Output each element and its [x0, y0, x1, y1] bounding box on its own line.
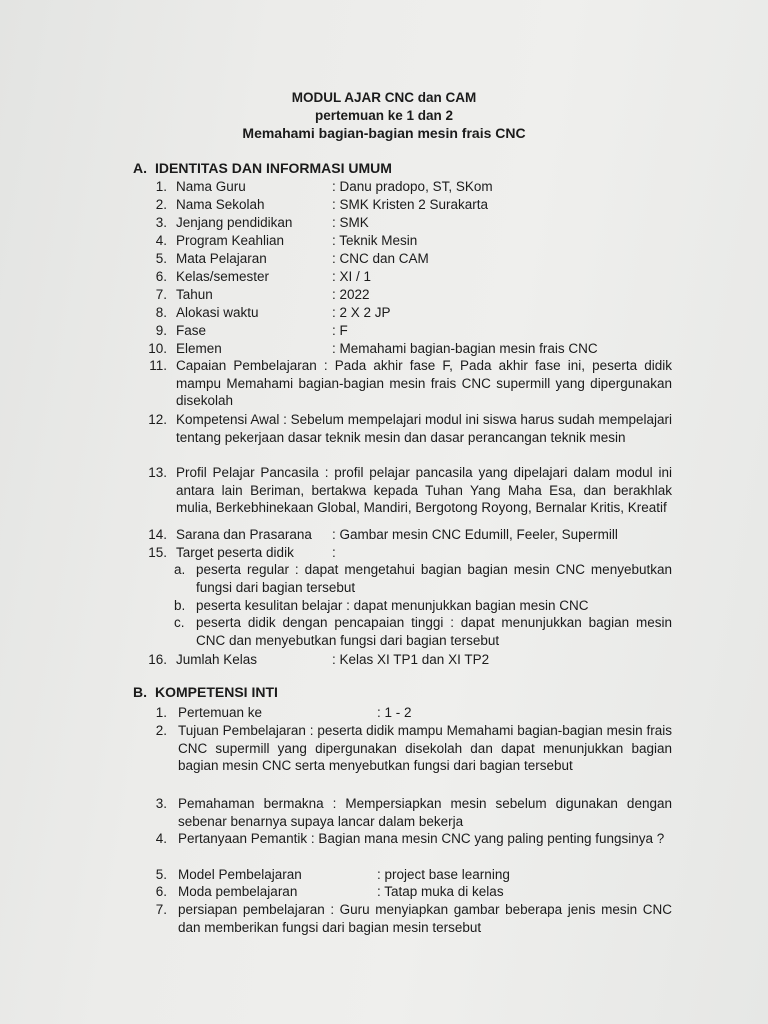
- row-label: Alokasi waktu: [176, 305, 259, 320]
- row-label: Jenjang pendidikan: [176, 215, 293, 230]
- row-number: 12.: [148, 412, 167, 427]
- row-label: Nama Sekolah: [176, 197, 265, 212]
- row-number: 6.: [155, 269, 167, 284]
- section-b-letter: B.: [133, 684, 147, 700]
- row-value: : project base learning: [377, 867, 510, 882]
- row-value: : F: [332, 323, 348, 338]
- row-number: 2.: [155, 723, 167, 738]
- row-number: 13.: [148, 465, 167, 480]
- row-number: 1.: [155, 179, 167, 194]
- pertanyaan-pemantik-text: Pertanyaan Pemantik : Bagian mana mesin CNC yang paling penting fungsinya ?: [178, 831, 665, 846]
- row-value: : Tatap muka di kelas: [377, 884, 504, 899]
- target-tinggi-text: peserta didik dengan pencapaian tinggi : dapat menunjukkan bagian mesin CNC dan menyebutkan fungsi dari bagian tersebut: [196, 615, 672, 648]
- row-number: 2.: [155, 197, 167, 212]
- row-label: Elemen: [176, 341, 222, 356]
- row-number: 3.: [155, 215, 167, 230]
- row-number: 10.: [148, 341, 167, 356]
- topic-title: Memahami bagian-bagian mesin frais CNC: [242, 125, 526, 141]
- row-number: 7.: [155, 287, 167, 302]
- row-number: 11.: [149, 358, 167, 373]
- row-label: Moda pembelajaran: [178, 884, 298, 899]
- section-b-heading: [133, 684, 278, 700]
- subitem-letter: b.: [174, 598, 186, 613]
- row-label: Pertemuan ke: [178, 705, 263, 720]
- row-value: :: [332, 545, 336, 560]
- meeting-subtitle: pertemuan ke 1 dan 2: [314, 108, 454, 123]
- kompetensi-awal-text: Kompetensi Awal : Sebelum mempelajari modul ini siswa harus sudah mempelajari tentang pekerjaan dasar teknik mesin dan dasar perancangan teknik mesin: [176, 412, 672, 445]
- row-value: : SMK Kristen 2 Surakarta: [332, 197, 489, 212]
- row-value: : 1 - 2: [377, 705, 412, 720]
- section-a-letter: A.: [133, 160, 147, 176]
- row-value: : XI / 1: [332, 269, 372, 284]
- row-label: Sarana dan Prasarana: [176, 527, 312, 542]
- row-number: 4.: [155, 831, 167, 846]
- row-number: 5.: [155, 251, 167, 266]
- section-a-title: IDENTITAS DAN INFORMASI UMUM: [155, 160, 392, 176]
- row-value: : Memahami bagian-bagian mesin frais CNC: [332, 341, 598, 356]
- target-regular-text: peserta regular : dapat mengetahui bagian bagian mesin CNC menyebutkan fungsi dari bagian tersebut: [196, 562, 672, 595]
- subitem-letter: a.: [174, 562, 186, 577]
- target-kesulitan-text: peserta kesulitan belajar : dapat menunjukkan bagian mesin CNC: [196, 598, 589, 613]
- row-number: 16.: [148, 652, 167, 667]
- row-number: 14.: [148, 527, 167, 542]
- row-number: 4.: [155, 233, 167, 248]
- row-number: 3.: [155, 796, 167, 811]
- row-label: Kelas/semester: [176, 269, 270, 284]
- row-label: Nama Guru: [176, 179, 246, 194]
- pemahaman-bermakna-text: Pemahaman bermakna : Mempersiapkan mesin sebelum digunakan dengan sebenar benarnya supaya lancar dalam bekerja: [178, 796, 672, 829]
- row-value: : SMK: [332, 215, 369, 230]
- row-number: 15.: [148, 545, 167, 560]
- row-label: Jumlah Kelas: [176, 652, 258, 667]
- row-value: : CNC dan CAM: [332, 251, 429, 266]
- row-number: 8.: [155, 305, 167, 320]
- row-number: 7.: [155, 902, 167, 917]
- row-label: Model Pembelajaran: [178, 867, 302, 882]
- profil-pelajar-text: Profil Pelajar Pancasila : profil pelajar pancasila yang dipelajari dalam modul ini antara lain Beriman, bertakwa kepada Tuhan Yang Maha Esa, dan berakhlak mulia, Berkebhinekaan Global, Mandiri, Bergotong Royong, Bernalar Kritis, Kreatif: [176, 465, 672, 515]
- module-title: MODUL AJAR CNC dan CAM: [291, 90, 477, 105]
- section-a-heading: [133, 160, 392, 176]
- row-value: : Teknik Mesin: [332, 233, 418, 248]
- row-value: : Danu pradopo, ST, SKom: [332, 179, 493, 194]
- persiapan-pembelajaran-text: persiapan pembelajaran : Guru menyiapkan gambar beberapa jenis mesin CNC dan memberikan fungsi dari bagian mesin tersebut: [178, 902, 672, 935]
- row-value: : Kelas XI TP1 dan XI TP2: [332, 652, 490, 667]
- row-label: Mata Pelajaran: [176, 251, 267, 266]
- capaian-pembelajaran-text: Capaian Pembelajaran : Pada akhir fase F, Pada akhir fase ini, peserta didik mampu Memahami bagian-bagian mesin frais CNC supermill yang dipergunakan disekolah: [176, 358, 672, 408]
- row-value: : Gambar mesin CNC Edumill, Feeler, Supermill: [332, 527, 618, 542]
- row-number: 6.: [155, 884, 167, 899]
- row-number: 1.: [155, 705, 167, 720]
- row-label: Tahun: [176, 287, 213, 302]
- row-value: : 2022: [332, 287, 370, 302]
- row-number: 9.: [155, 323, 167, 338]
- row-label: Target peserta didik: [176, 545, 294, 560]
- row-label: Fase: [176, 323, 207, 338]
- subitem-letter: c.: [174, 615, 185, 630]
- tujuan-pembelajaran-text: Tujuan Pembelajaran : peserta didik mampu Memahami bagian-bagian mesin frais CNC supermill yang dipergunakan disekolah dan dapat menunjukkan bagian bagian mesin CNC serta menyebutkan fungsi dari bagian tersebut: [178, 723, 672, 773]
- row-number: 5.: [155, 867, 167, 882]
- row-value: : 2 X 2 JP: [332, 305, 391, 320]
- row-label: Program Keahlian: [176, 233, 285, 248]
- section-b-title: KOMPETENSI INTI: [155, 684, 278, 700]
